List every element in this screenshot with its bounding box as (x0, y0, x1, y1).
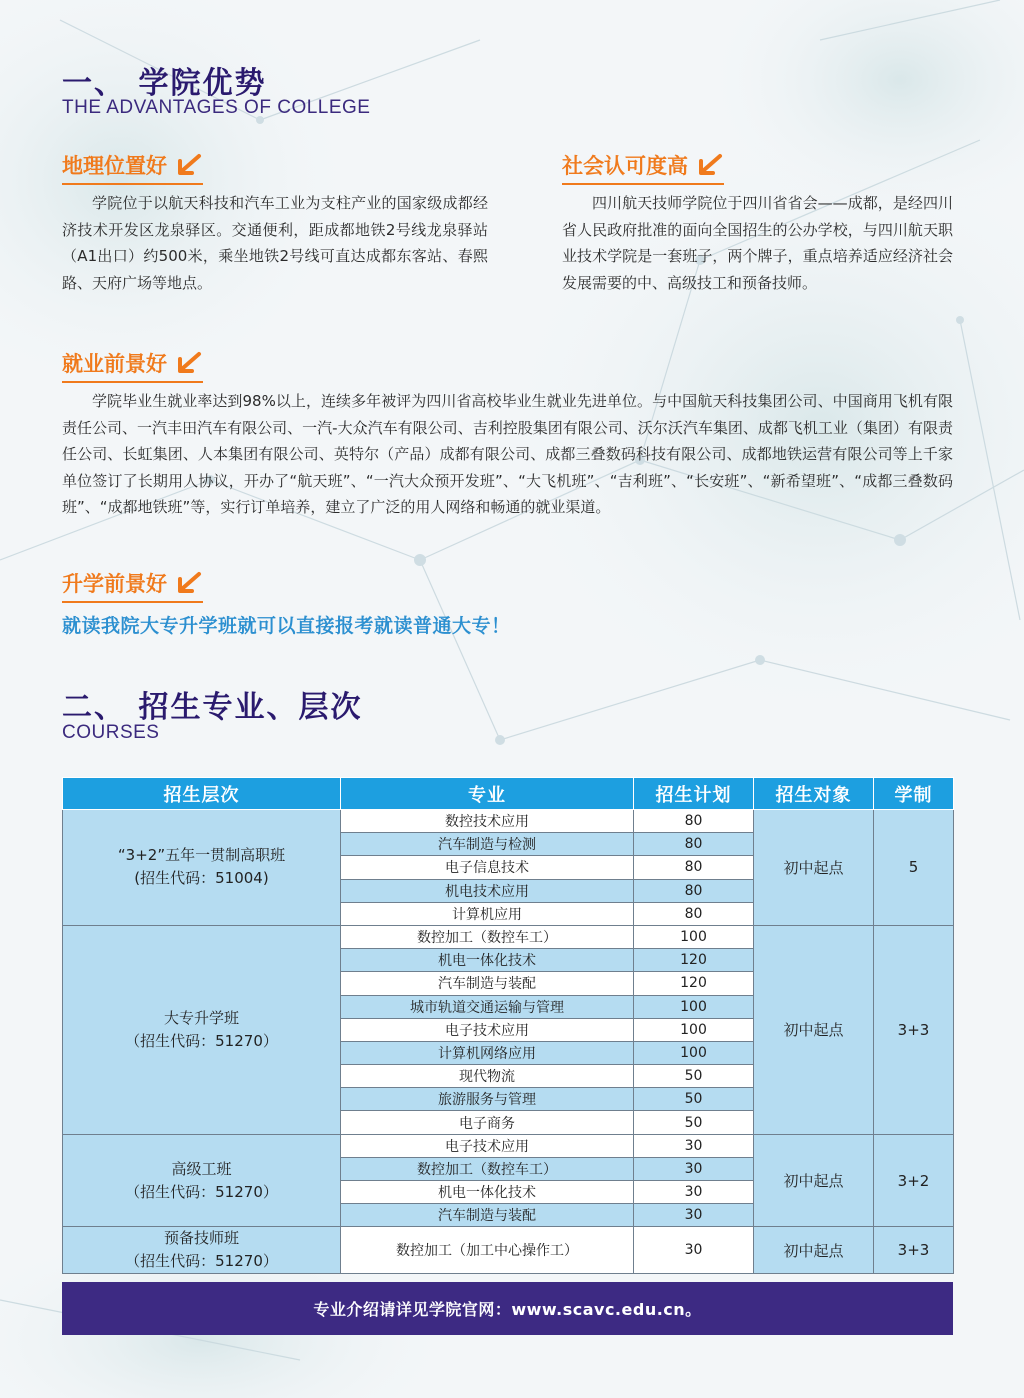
section2-subtitle: COURSES (62, 722, 160, 743)
duration-cell: 5 (874, 810, 954, 926)
table-row (63, 925, 954, 948)
header-plan: 招生计划 (634, 778, 754, 810)
plan-cell: 120 (634, 972, 754, 995)
major-cell: 数控加工（数控车工） (341, 925, 634, 948)
major-cell: 电子商务 (341, 1111, 634, 1134)
target-cell: 初中起点 (754, 810, 874, 926)
level-name: “3+2”五年一贯制高职班 (117, 846, 286, 865)
table-row (63, 1227, 954, 1274)
plan-cell: 50 (634, 1111, 754, 1134)
further-study-heading (62, 568, 203, 603)
plan-cell: 80 (634, 879, 754, 902)
website-footer: 专业介绍请详见学院官网：www.scavc.edu.cn。 (62, 1282, 953, 1335)
major-cell: 汽车制造与检测 (341, 833, 634, 856)
further-study-heading-label: 升学前景好 (62, 572, 167, 596)
major-cell: 机电一体化技术 (341, 949, 634, 972)
recognition-heading-label: 社会认可度高 (562, 154, 688, 178)
recognition-heading (562, 150, 724, 185)
level-code: (招生代码：51004) (134, 869, 269, 888)
major-cell: 数控技术应用 (341, 810, 634, 833)
plan-cell: 100 (634, 925, 754, 948)
major-cell: 汽车制造与装配 (341, 1204, 634, 1227)
level-cell (63, 925, 341, 1134)
plan-cell: 100 (634, 995, 754, 1018)
section2-title: 二、 招生专业、层次 (62, 690, 363, 725)
major-cell: 电子信息技术 (341, 856, 634, 879)
plan-cell: 80 (634, 856, 754, 879)
major-cell: 计算机网络应用 (341, 1041, 634, 1064)
plan-cell: 30 (634, 1204, 754, 1227)
arrow-down-left-icon (175, 153, 203, 177)
plan-cell: 30 (634, 1157, 754, 1180)
arrow-down-left-icon (696, 153, 724, 177)
header-major: 专业 (341, 778, 634, 810)
location-text: 学院位于以航天科技和汽车工业为支柱产业的国家级成都经济技术开发区龙泉驿区。交通便利，距成都地铁2号线龙泉驿站（A1出口）约500米，乘坐地铁2号线可直达成都东客站、春熙路、天府广场等地点。 (62, 194, 488, 292)
duration-cell: 3+3 (874, 1227, 954, 1274)
level-name: 大专升学班 (163, 1008, 239, 1027)
plan-cell: 100 (634, 1018, 754, 1041)
target-cell: 初中起点 (754, 925, 874, 1134)
employment-text: 学院毕业生就业率达到98%以上，连续多年被评为四川省高校毕业生就业先进单位。与中国航天科技集团公司、中国商用飞机有限责任公司、一汽丰田汽车有限公司、一汽-大众汽车有限公司、吉利控股集团有限公司、沃尔沃汽车集团、成都飞机工业（集团）有限责任公司、长虹集团、人本集团有限公司、英特尔（产品）成都有限公司、成都三叠数码科技有限公司、成都地铁运营有限公司等上千家单位签订了长期用人协议，开办了“航天班”、“一汽大众预开发班”、“大飞机班”、“吉利班”、“长安班”、“新希望班”、“成都三叠数码班”、“成都地铁班”等，实行订单培养，建立了广泛的用人网络和畅通的就业渠道。 (62, 392, 953, 516)
plan-cell: 50 (634, 1065, 754, 1088)
table-header-row (63, 778, 954, 810)
arrow-down-left-icon (175, 351, 203, 375)
section1-title: 一、 学院优势 (62, 66, 267, 101)
location-heading-label: 地理位置好 (62, 154, 167, 178)
employment-heading (62, 348, 203, 383)
location-heading (62, 150, 203, 185)
plan-cell: 120 (634, 949, 754, 972)
arrow-down-left-icon (175, 571, 203, 595)
major-cell: 机电一体化技术 (341, 1181, 634, 1204)
major-cell: 电子技术应用 (341, 1018, 634, 1041)
major-cell: 计算机应用 (341, 902, 634, 925)
major-cell: 现代物流 (341, 1065, 634, 1088)
header-level: 招生层次 (63, 778, 341, 810)
plan-cell: 80 (634, 902, 754, 925)
level-name: 预备技师班 (163, 1229, 239, 1248)
major-cell: 电子技术应用 (341, 1134, 634, 1157)
level-code: （招生代码：51270） (125, 1182, 278, 1201)
plan-cell: 100 (634, 1041, 754, 1064)
level-cell (63, 810, 341, 926)
further-study-text: 就读我院大专升学班就可以直接报考就读普通大专！ (62, 615, 511, 637)
major-cell: 旅游服务与管理 (341, 1088, 634, 1111)
header-duration: 学制 (874, 778, 954, 810)
level-cell (63, 1134, 341, 1227)
courses-table-body (63, 810, 954, 1274)
major-cell: 数控加工（加工中心操作工） (341, 1227, 634, 1274)
major-cell: 数控加工（数控车工） (341, 1157, 634, 1180)
plan-cell: 80 (634, 833, 754, 856)
plan-cell: 30 (634, 1134, 754, 1157)
courses-table (62, 777, 954, 1274)
plan-cell: 50 (634, 1088, 754, 1111)
level-cell (63, 1227, 341, 1274)
employment-heading-label: 就业前景好 (62, 352, 167, 376)
level-code: （招生代码：51270） (125, 1031, 278, 1050)
major-cell: 城市轨道交通运输与管理 (341, 995, 634, 1018)
header-target: 招生对象 (754, 778, 874, 810)
level-code: （招生代码：51270） (125, 1252, 278, 1271)
duration-cell: 3+2 (874, 1134, 954, 1227)
major-cell: 机电技术应用 (341, 879, 634, 902)
section1-subtitle: THE ADVANTAGES OF COLLEGE (62, 97, 371, 118)
target-cell: 初中起点 (754, 1227, 874, 1274)
target-cell: 初中起点 (754, 1134, 874, 1227)
table-row (63, 1134, 954, 1157)
table-row (63, 810, 954, 833)
plan-cell: 30 (634, 1227, 754, 1274)
major-cell: 汽车制造与装配 (341, 972, 634, 995)
level-name: 高级工班 (171, 1159, 232, 1178)
duration-cell: 3+3 (874, 925, 954, 1134)
plan-cell: 30 (634, 1181, 754, 1204)
recognition-text: 四川航天技师学院位于四川省省会——成都，是经四川省人民政府批准的面向全国招生的公办学校，与四川航天职业技术学院是一套班子，两个牌子，重点培养适应经济社会发展需要的中、高级技工和预备技师。 (562, 194, 953, 292)
plan-cell: 80 (634, 810, 754, 833)
